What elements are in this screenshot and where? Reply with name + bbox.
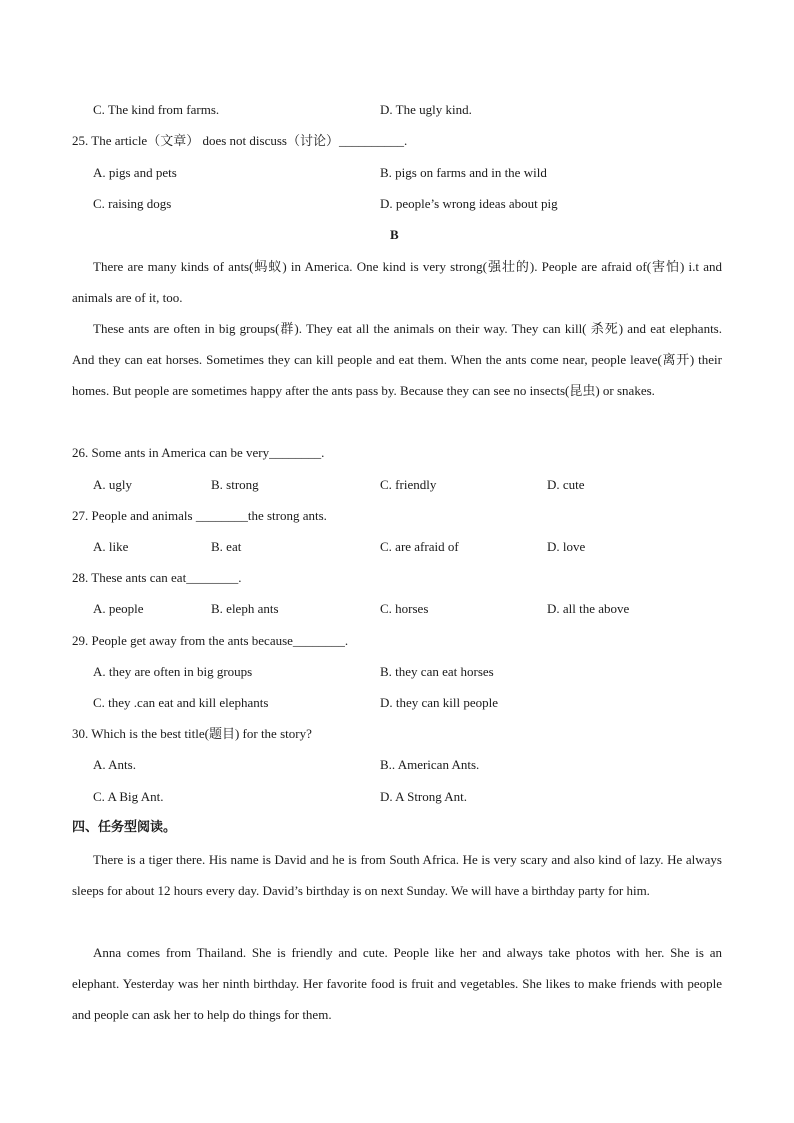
q24-option-d: D. The ugly kind. xyxy=(380,102,472,117)
q27-option-d: D. love xyxy=(547,539,586,554)
section-b-title: B xyxy=(390,227,399,242)
section-4-paragraph-2: Anna comes from Thailand. She is friendly and cute. People like her and always take photos with her. She is an elephant. Yesterday was her ninth birthday. Her favorite food is fruit and vegetables. She likes to make friends with people and people can ask her to help do things for them. xyxy=(72,945,722,1022)
q26-option-c: C. friendly xyxy=(380,477,437,492)
q26-option-a: A. ugly xyxy=(93,477,132,492)
q30-option-c: C. A Big Ant. xyxy=(93,789,164,804)
q29-option-b: B. they can eat horses xyxy=(380,664,494,679)
q29-stem: 29. People get away from the ants because________. xyxy=(72,633,349,648)
q28-option-b: B. eleph ants xyxy=(211,601,279,616)
q25-option-b: B. pigs on farms and in the wild xyxy=(380,165,547,180)
q27-stem: 27. People and animals ________the strong ants. xyxy=(72,508,327,523)
section-4-paragraph-1: There is a tiger there. His name is David and he is from South Africa. He is very scary and also kind of lazy. He always sleeps for about 12 hours every day. David’s birthday is on next Sunday. We will have a birthday party for him. xyxy=(72,852,722,898)
section-b-paragraph-1: There are many kinds of ants(蚂蚁) in America. One kind is very strong(强壮的). People are afraid of(害怕) i.t and animals are of it, too. xyxy=(72,259,722,305)
q28-stem: 28. These ants can eat________. xyxy=(72,570,242,585)
q30-option-b: B.. American Ants. xyxy=(380,757,480,772)
q27-option-c: C. are afraid of xyxy=(380,539,459,554)
section-b-paragraph-2: These ants are often in big groups(群). They eat all the animals on their way. They can kill( 杀死) and eat elephants. And they can eat horses. Sometimes they can kill people and eat them. When the ants come near, people leave(离开) their homes. But people are sometimes happy after the ants pass by. Because they can see no insects(昆虫) or snakes. xyxy=(72,321,722,398)
section-4-title: 四、任务型阅读。 xyxy=(72,820,177,835)
q24-option-c: C. The kind from farms. xyxy=(93,102,220,117)
q26-stem: 26. Some ants in America can be very________. xyxy=(72,445,325,460)
q30-stem: 30. Which is the best title(题目) for the story? xyxy=(72,726,312,741)
q30-option-a: A. Ants. xyxy=(93,757,136,772)
q25-option-c: C. raising dogs xyxy=(93,196,172,211)
q29-option-a: A. they are often in big groups xyxy=(93,664,253,679)
q28-option-a: A. people xyxy=(93,601,144,616)
q28-option-c: C. horses xyxy=(380,601,429,616)
q25-option-d: D. people’s wrong ideas about pig xyxy=(380,196,558,211)
q26-option-b: B. strong xyxy=(211,477,259,492)
q25-option-a: A. pigs and pets xyxy=(93,165,177,180)
q27-option-a: A. like xyxy=(93,539,129,554)
q25-stem: 25. The article（文章） does not discuss（讨论）__________. xyxy=(72,133,408,148)
q30-option-d: D. A Strong Ant. xyxy=(380,789,468,804)
q26-option-d: D. cute xyxy=(547,477,585,492)
q28-option-d: D. all the above xyxy=(547,601,630,616)
q29-option-c: C. they .can eat and kill elephants xyxy=(93,695,269,710)
q29-option-d: D. they can kill people xyxy=(380,695,499,710)
q27-option-b: B. eat xyxy=(211,539,242,554)
